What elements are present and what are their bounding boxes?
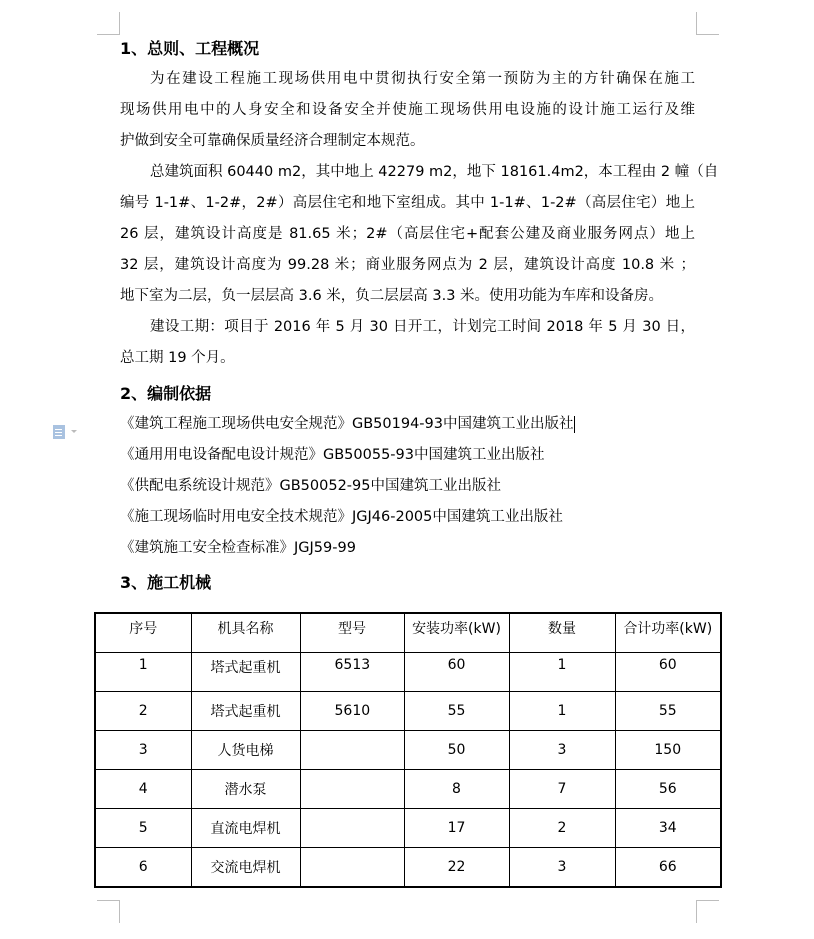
text-line: 护做到安全可靠确保质量经济合理制定本规范。: [120, 133, 425, 149]
reference-item: 《供配电系统设计规范》GB50052-95中国建筑工业出版社: [120, 478, 501, 494]
table-cell: 8: [404, 770, 509, 809]
page-margin-corner-top-right: [696, 12, 719, 35]
text-line: 为在建设工程施工现场供用电中贯彻执行安全第一预防为主的方针确保在施工: [150, 71, 695, 87]
page-margin-corner-bottom-left: [97, 900, 120, 923]
table-cell: 22: [404, 848, 509, 888]
table-cell: 塔式起重机: [191, 692, 300, 731]
table-row: [95, 809, 721, 848]
table-cell: 4: [95, 770, 191, 809]
table-cell: 66: [615, 848, 721, 888]
table-cell: 1: [95, 653, 191, 692]
table-cell: 55: [404, 692, 509, 731]
table-cell: 2: [509, 809, 615, 848]
table-cell: 1: [509, 692, 615, 731]
header-cell: 序号: [95, 613, 191, 653]
table-cell: 直流电焊机: [191, 809, 300, 848]
reference-item: 《施工现场临时用电安全技术规范》JGJ46-2005中国建筑工业出版社: [120, 509, 563, 525]
paragraph-document-icon[interactable]: [53, 425, 65, 439]
table-cell: 塔式起重机: [191, 653, 300, 692]
table-cell: 6513: [300, 653, 404, 692]
table-cell: 3: [509, 848, 615, 888]
table-cell: 50: [404, 731, 509, 770]
reference-item: 《通用用电设备配电设计规范》GB50055-93中国建筑工业出版社: [120, 447, 545, 463]
table-cell: [300, 731, 404, 770]
reference-item: [120, 409, 695, 440]
section-heading: 1、总则、工程概况: [120, 39, 260, 58]
paragraph: [120, 312, 695, 374]
table-cell: 60: [404, 653, 509, 692]
table-cell: 6: [95, 848, 191, 888]
table-cell: 交流电焊机: [191, 848, 300, 888]
header-cell: 合计功率(kW): [615, 613, 721, 653]
page-margin-corner-bottom-right: [696, 900, 719, 923]
table-cell: 7: [509, 770, 615, 809]
table-cell: 150: [615, 731, 721, 770]
text-line: 总工期 19 个月。: [120, 350, 235, 366]
header-cell: 机具名称: [191, 613, 300, 653]
table-row: [95, 692, 721, 731]
text-line: 26 层，建筑设计高度是 81.65 米；2#（高层住宅+配套公建及商业服务网点）地上: [120, 226, 695, 242]
table-cell: 56: [615, 770, 721, 809]
table-cell: 1: [509, 653, 615, 692]
table-header-row: [95, 613, 721, 653]
table-cell: [300, 809, 404, 848]
header-cell: 数量: [509, 613, 615, 653]
reference-item: 《建筑施工安全检查标准》JGJ59-99: [120, 540, 356, 556]
table-cell: 34: [615, 809, 721, 848]
document-body[interactable]: [120, 33, 719, 598]
table-cell: 2: [95, 692, 191, 731]
chevron-down-icon[interactable]: [71, 430, 77, 433]
text-line: 编号 1-1#、1-2#，2#）高层住宅和地下室组成。其中 1-1#、1-2#（高层住宅）地上: [120, 195, 695, 211]
page-margin-corner-top-left: [97, 12, 120, 35]
table-cell: 60: [615, 653, 721, 692]
header-cell: 型号: [300, 613, 404, 653]
table-cell: 5610: [300, 692, 404, 731]
text-cursor: [574, 416, 575, 433]
section-heading: 3、施工机械: [120, 573, 212, 592]
header-cell: 安装功率(kW): [404, 613, 509, 653]
table-cell: 5: [95, 809, 191, 848]
table-cell: 55: [615, 692, 721, 731]
table-cell: 3: [509, 731, 615, 770]
paragraph: [120, 64, 695, 157]
text-line: 现场供用电中的人身安全和设备安全并使施工现场供用电设施的设计施工运行及维: [120, 102, 695, 118]
table-row: [95, 770, 721, 809]
table-cell: 17: [404, 809, 509, 848]
table-cell: 人货电梯: [191, 731, 300, 770]
text-line: 建设工期：项目于 2016 年 5 月 30 日开工，计划完工时间 2018 年 5 月 30 日，: [150, 319, 695, 335]
machinery-table: [94, 612, 722, 888]
section-heading: 2、编制依据: [120, 384, 212, 403]
paragraph: [120, 157, 719, 312]
table-cell: [300, 770, 404, 809]
table-cell: 3: [95, 731, 191, 770]
table-row: [95, 848, 721, 888]
table-row: [95, 731, 721, 770]
table-cell: 潜水泵: [191, 770, 300, 809]
table-cell: [300, 848, 404, 888]
text-line: 地下室为二层，负一层层高 3.6 米，负二层层高 3.3 米。使用功能为车库和设备房。: [120, 288, 664, 304]
table-row: [95, 653, 721, 692]
reference-text: 《建筑工程施工现场供电安全规范》GB50194-93中国建筑工业出版社: [120, 416, 574, 432]
text-line: 32 层，建筑设计高度为 99.28 米；商业服务网点为 2 层，建筑设计高度 10.8 米 ；: [120, 257, 695, 273]
text-line: 总建筑面积 60440 m2，其中地上 42279 m2，地下 18161.4m2，本工程由 2 幢（自: [150, 164, 719, 180]
